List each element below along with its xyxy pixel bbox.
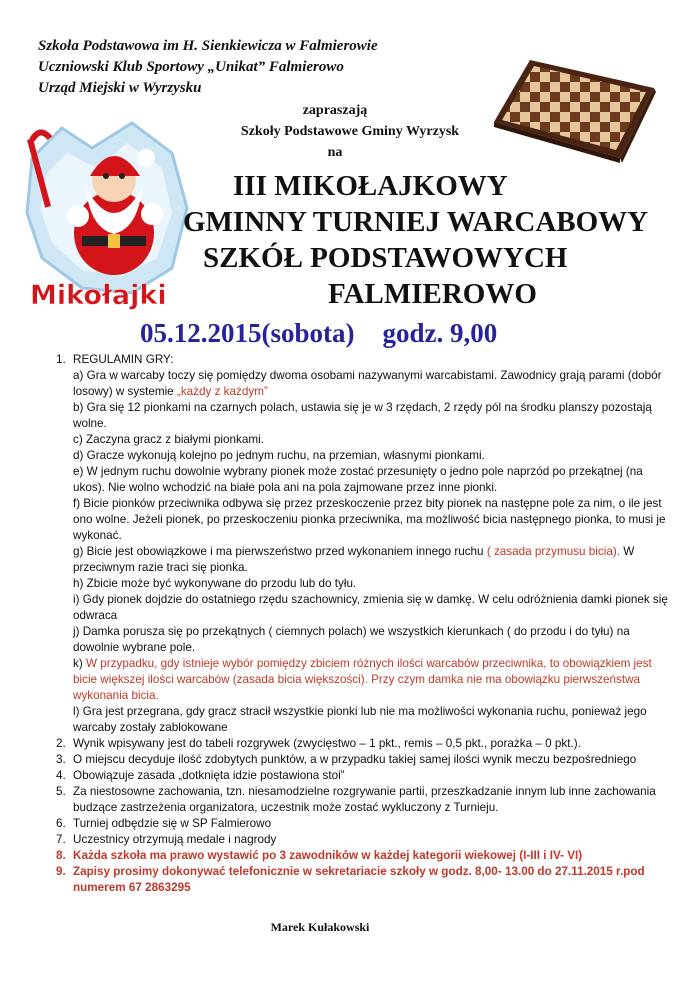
event-date: [140, 318, 497, 349]
rule-k-label: k): [73, 657, 86, 670]
rule-k: [73, 656, 670, 704]
item-text: O miejscu decyduje ilość zdobytych punktów, a w przypadku takiej samej ilości wynik meczu bezpośredniego: [73, 753, 637, 766]
item-number: 1.: [56, 353, 66, 366]
item-number: 4.: [56, 769, 66, 782]
rules-heading: REGULAMIN GRY:: [73, 353, 174, 366]
list-item-highlight: [50, 864, 670, 896]
item-text: Za niestosowne zachowania, tzn. niesamodzielne rozgrywanie partii, przeszkadzanie innym lub inne zachowania budzące zastrzeżenia organizatora, uczestnik może zostać wykluczony z Turnieju.: [73, 785, 656, 814]
item-number: 2.: [56, 737, 66, 750]
rule-c: c) Zaczyna gracz z białymi pionkami.: [73, 433, 264, 446]
organizers: [38, 36, 378, 99]
invitation-line-2: Szkoły Podstawowe Gminy Wyrzysk: [240, 124, 460, 139]
item-number: 8.: [56, 849, 66, 862]
list-item: [50, 768, 670, 784]
rule-l: l) Gra jest przegrana, gdy gracz stracił wszystkie pionki lub nie ma możliwości wykonania ruchu, ponieważ jego warcaby zostały zablokowane: [73, 705, 647, 734]
rule-a-highlight: „każdy z każdym”: [176, 385, 268, 398]
rule-b: b) Gra się 12 pionkami na czarnych polach, ustawia się je w 3 rzędach, 2 rzędy pól na środku planszy pozostają wolne.: [73, 401, 652, 430]
rule-f: f) Bicie pionków przeciwnika odbywa się przez przeskoczenie przez bity pionek na następne pole za nim, o ile jest ono wolne. Jeżeli pionek, po przeskoczeniu pionka przeciwnika, ma możliwość bicia następnego pionka, to musi je wykonać.: [73, 497, 666, 542]
item-text: Uczestnicy otrzymują medale i nagrody: [73, 833, 277, 846]
title-line-2: GMINNY TURNIEJ WARCABOWY: [183, 206, 649, 238]
rule-a: [73, 368, 670, 400]
invitation: [200, 100, 500, 163]
invitation-line-1: zapraszają: [302, 103, 368, 118]
rules-body: [50, 352, 670, 896]
santa-logo-image: [22, 118, 192, 318]
rule-g-text-end: W przeciwnym razie traci się pionka.: [73, 545, 635, 574]
list-item: [50, 832, 670, 848]
item-text: Obowiązuje zasada „dotknięta idzie postawiona stoi”: [73, 769, 345, 782]
item-text: Każda szkoła ma prawo wystawić po 3 zawodników w każdej kategorii wiekowej (I-III i IV- VI): [73, 849, 583, 862]
item-number: 9.: [56, 865, 66, 878]
item-number: 7.: [56, 833, 66, 846]
invitation-line-3: na: [327, 145, 343, 160]
rule-j: j) Damka porusza się po przekątnych ( ciemnych polach) we wszystkich kierunkach ( do przodu i do tyłu) na dowolnie wybrane pole.: [73, 625, 630, 654]
rule-g: [73, 544, 670, 576]
list-item-highlight: [50, 848, 670, 864]
list-item: [50, 352, 670, 736]
rule-g-highlight: ( zasada przymusu bicia).: [486, 545, 620, 558]
title-line-3: SZKÓŁ PODSTAWOWYCH: [203, 242, 568, 274]
item-text: Zapisy prosimy dokonywać telefonicznie w sekretariacie szkoły w godz. 8,00- 13.00 do 27.11.2015 r.pod numerem 67 2863295: [73, 865, 645, 894]
item-number: 6.: [56, 817, 66, 830]
rule-e: e) W jednym ruchu dowolnie wybrany pionek może zostać przesunięty o jedno pole naprzód po przekątnej (na ukos). Nie wolno wchodzić na białe pola ani na pola zajmowane przez inne pionki.: [73, 465, 643, 494]
item-text: Turniej odbędzie się w SP Falmierowo: [73, 817, 272, 830]
organizer-1: Szkoła Podstawowa im H. Sienkiewicza w Falmierowie: [38, 38, 378, 54]
item-number: 3.: [56, 753, 66, 766]
list-item: [50, 816, 670, 832]
organizer-3: Urząd Miejski w Wyrzysku: [38, 80, 202, 96]
title-line-1: III MIKOŁAJKOWY: [233, 170, 508, 202]
signature: [0, 920, 700, 935]
date-day: 05.12.2015(sobota): [140, 318, 355, 348]
rule-a-text: a) Gra w warcaby toczy się pomiędzy dwoma osobami nazywanymi warcabistami. Zawodnicy grają parami (dobór losowy) w systemie: [73, 369, 662, 398]
rule-h: h) Zbicie może być wykonywane do przodu lub do tyłu.: [73, 577, 357, 590]
item-text: Wynik wpisywany jest do tabeli rozgrywek (zwycięstwo – 1 pkt., remis – 0,5 pkt., porażka – 0 pkt.).: [73, 737, 581, 750]
rule-i: i) Gdy pionek dojdzie do ostatniego rzędu szachownicy, zmienia się w damkę. W celu odróżnienia damki pionek się odwraca: [73, 593, 668, 622]
organizer-2: Uczniowski Klub Sportowy „Unikat” Falmierowo: [38, 59, 344, 75]
title-line-4: FALMIEROWO: [328, 278, 537, 310]
checkerboard-image: [490, 52, 662, 164]
rule-d: d) Gracze wykonują kolejno po jednym ruchu, na przemian, własnymi pionkami.: [73, 449, 485, 462]
rule-k-highlight: W przypadku, gdy istnieje wybór pomiędzy zbiciem różnych ilości warcabów przeciwnika, to obowiązkiem jest bicie większej ilości warcabów (zasada bicia większości). Przy czym damka nie ma obowiązku pierwszeństwa wykonania bicia.: [73, 657, 652, 702]
mikolajki-logo-text: Mikołajki: [30, 280, 167, 311]
item-number: 5.: [56, 785, 66, 798]
list-item: [50, 784, 670, 816]
signature-name: Marek Kułakowski: [270, 920, 370, 934]
list-item: [50, 752, 670, 768]
date-time: godz. 9,00: [382, 318, 498, 348]
rule-g-text: g) Bicie jest obowiązkowe i ma pierwszeństwo przed wykonaniem innego ruchu: [73, 545, 487, 558]
list-item: [50, 736, 670, 752]
